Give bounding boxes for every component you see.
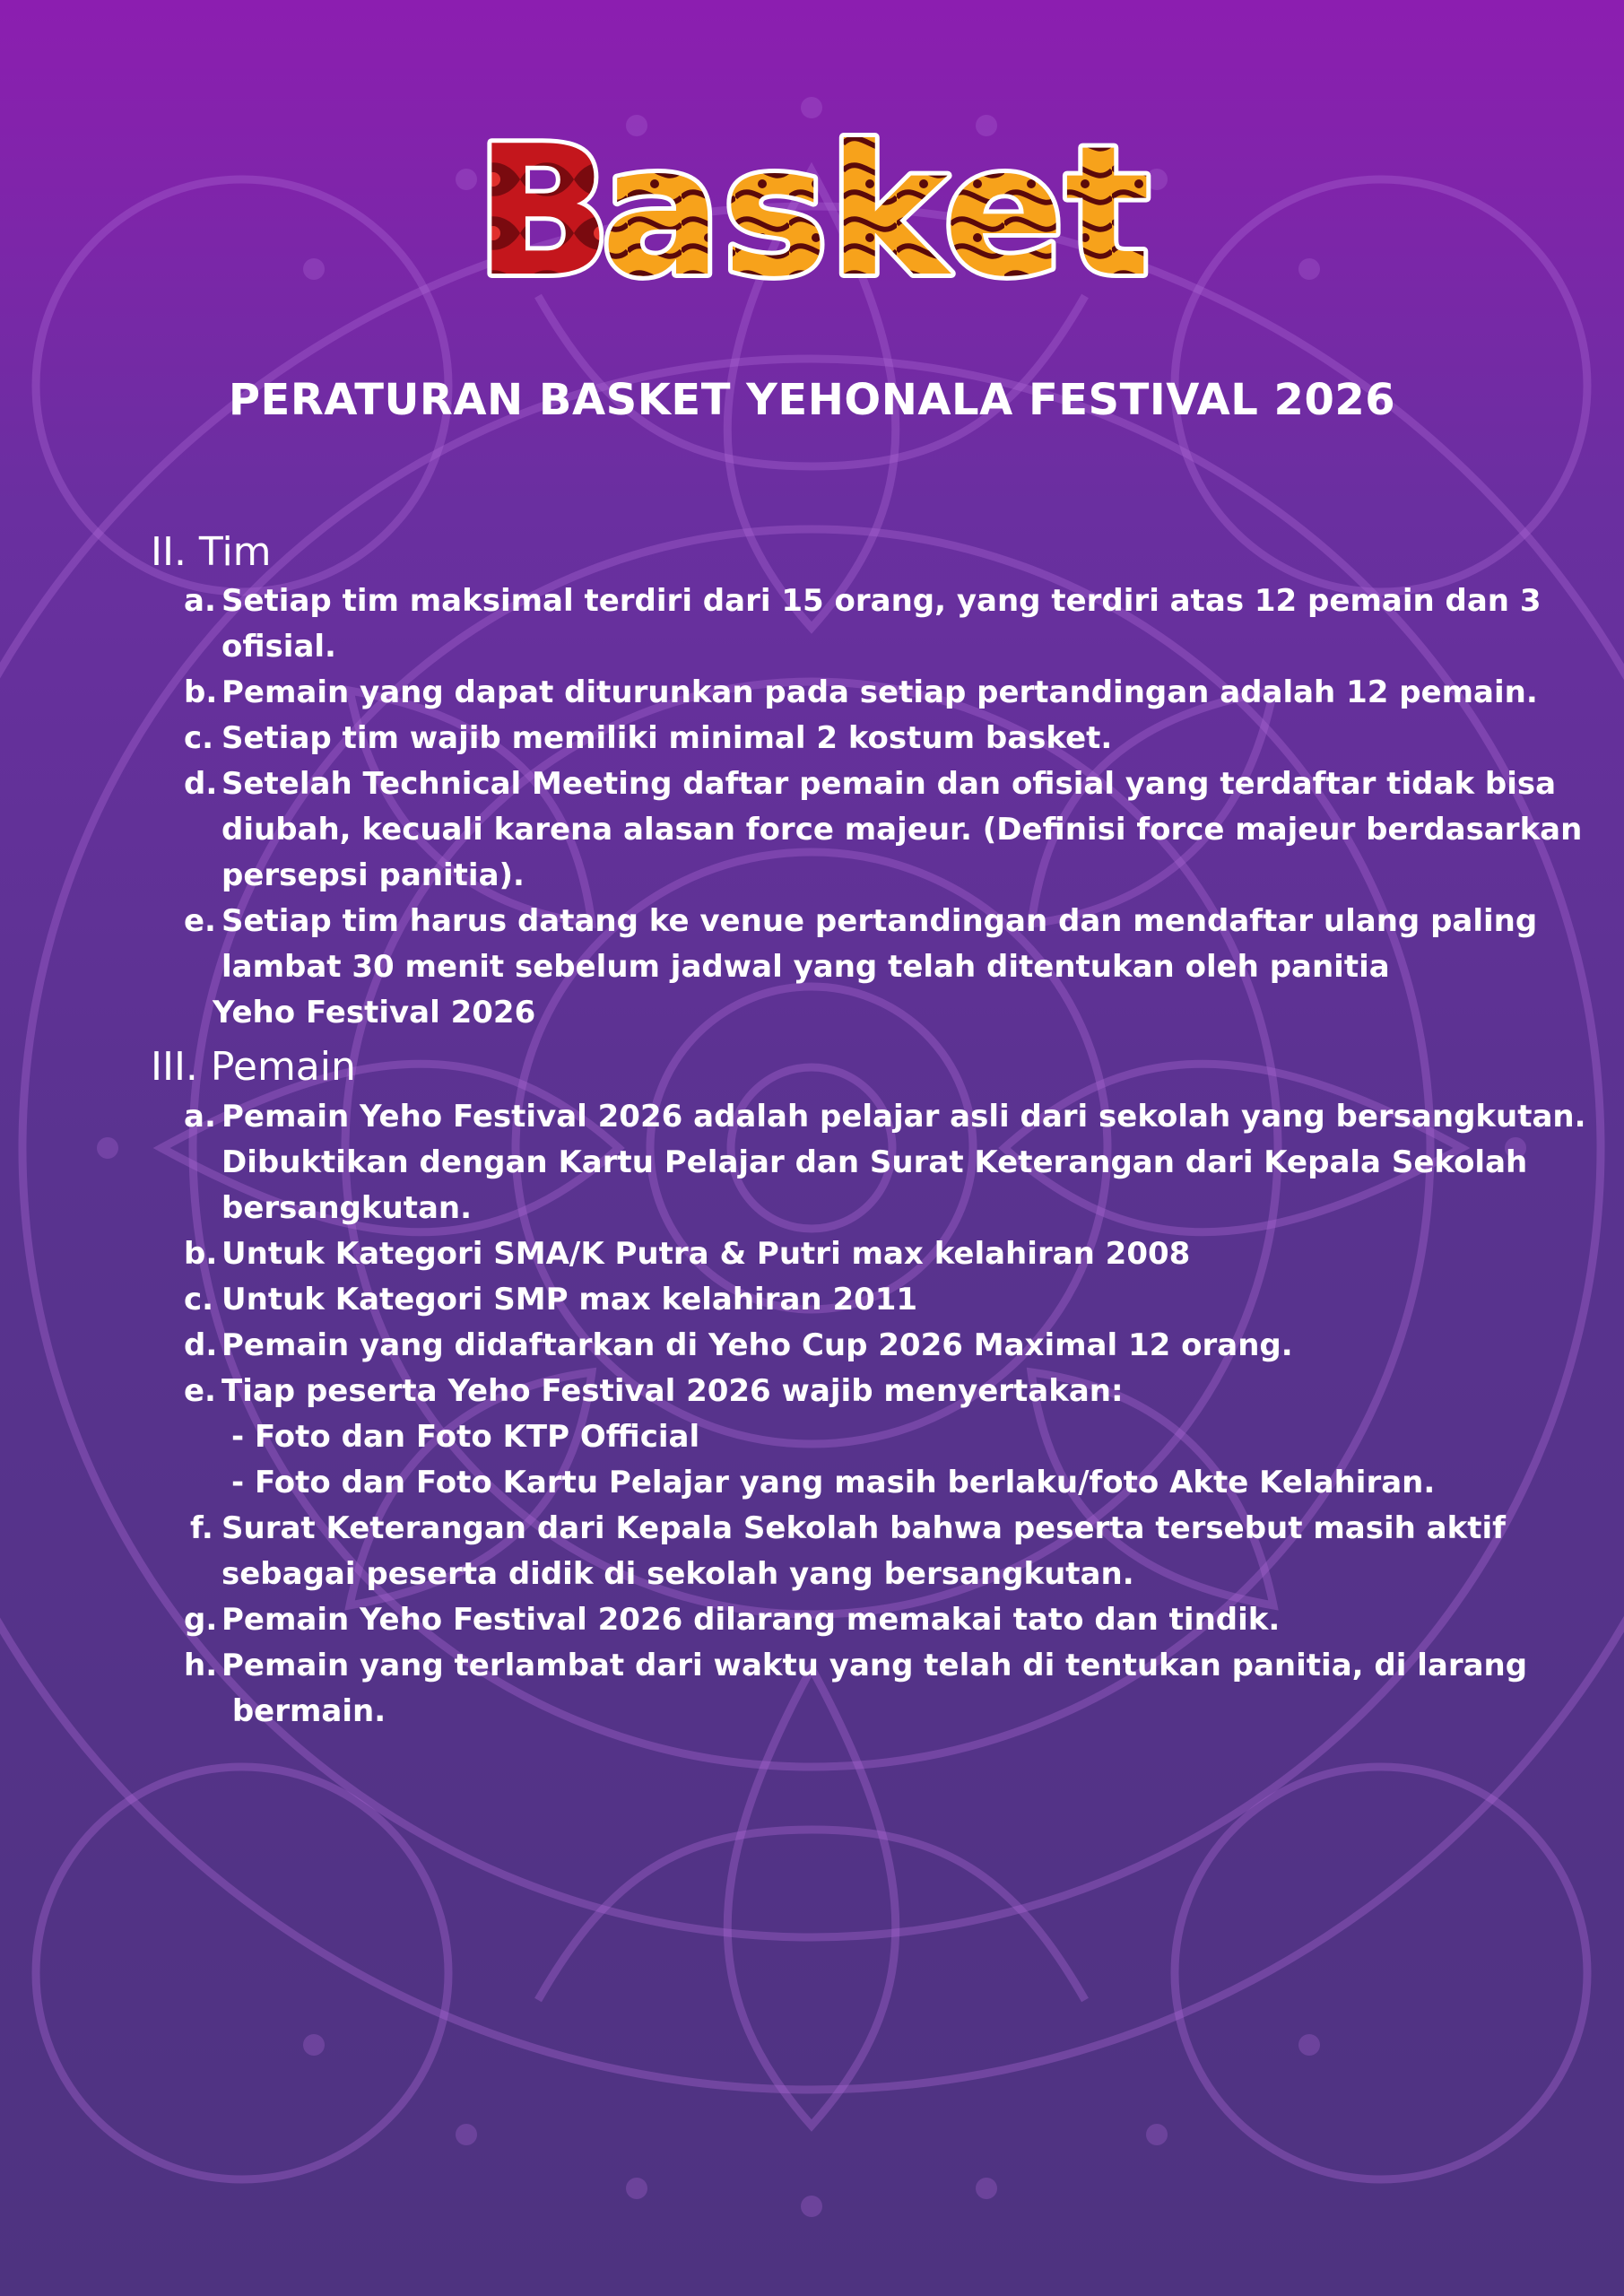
rule-tim-e bbox=[184, 899, 1601, 990]
rule-tim-b bbox=[184, 670, 1601, 716]
rule-letter: b. bbox=[184, 674, 218, 710]
rule-text: Pemain Yeho Festival 2026 adalah pelajar asli dari sekolah yang bersangkutan. Dibuktikan dengan Kartu Pelajar dan Surat Keterangan dari Kepala Sekolah bersangkutan. bbox=[221, 1099, 1586, 1226]
rule-text: Setiap tim maksimal terdiri dari 15 orang, yang terdiri atas 12 pemain dan 3 ofisial. bbox=[221, 583, 1541, 665]
rule-letter: h. bbox=[184, 1648, 218, 1683]
rule-text: Pemain Yeho Festival 2026 dilarang memakai tato dan tindik. bbox=[221, 1602, 1281, 1638]
section-heading-pemain: III. Pemain bbox=[151, 1044, 356, 1090]
rule-letter: g. bbox=[184, 1602, 218, 1638]
rule-letter: f. bbox=[190, 1510, 213, 1546]
rule-tim-a bbox=[184, 578, 1601, 670]
rule-text: Untuk Kategori SMA/K Putra & Putri max kelahiran 2008 bbox=[221, 1236, 1191, 1272]
rule-pemain-g bbox=[184, 1597, 1601, 1643]
rule-letter: e. bbox=[184, 903, 216, 939]
basket-logo bbox=[466, 99, 1166, 305]
rule-text: Setiap tim wajib memiliki minimal 2 kostum basket. bbox=[221, 720, 1113, 756]
rule-text: Pemain yang didaftarkan di Yeho Cup 2026 Maximal 12 orang. bbox=[221, 1327, 1293, 1363]
rule-tim-c bbox=[184, 716, 1601, 761]
svg-text:B: B bbox=[475, 108, 612, 305]
svg-text:asket: asket bbox=[601, 108, 1151, 305]
rule-pemain-a bbox=[184, 1094, 1601, 1231]
rule-letter: c. bbox=[184, 720, 214, 756]
rule-text: Setelah Technical Meeting daftar pemain dan ofisial yang terdaftar tidak bisa diubah, kecuali karena alasan force majeur. (Definisi force majeur berdasarkan persepsi panitia). bbox=[221, 766, 1583, 893]
rule-letter: d. bbox=[184, 1327, 218, 1363]
rule-tim-d bbox=[184, 761, 1601, 899]
rule-pemain-d bbox=[184, 1323, 1601, 1369]
rule-pemain-c bbox=[184, 1277, 1601, 1323]
rule-pemain-e bbox=[184, 1369, 1601, 1414]
rule-letter: b. bbox=[184, 1236, 218, 1272]
rule-text: Pemain yang dapat diturunkan pada setiap pertandingan adalah 12 pemain. bbox=[221, 674, 1538, 710]
rule-pemain-b bbox=[184, 1231, 1601, 1277]
section-heading-tim: II. Tim bbox=[151, 529, 272, 575]
sub-item-ktp: - Foto dan Foto KTP Official bbox=[231, 1419, 700, 1455]
rule-letter: d. bbox=[184, 766, 218, 802]
rule-tim-e-continuation: Yeho Festival 2026 bbox=[213, 995, 536, 1031]
rule-text: Pemain yang terlambat dari waktu yang telah di tentukan panitia, di larang bermain. bbox=[221, 1648, 1528, 1729]
rule-pemain-h bbox=[184, 1643, 1601, 1735]
rule-letter: e. bbox=[184, 1373, 216, 1409]
rule-text: Setiap tim harus datang ke venue pertandingan dan mendaftar ulang paling lambat 30 menit sebelum jadwal yang telah ditentukan oleh panitia bbox=[221, 903, 1538, 985]
rule-letter: a. bbox=[184, 1099, 216, 1135]
rule-text: Untuk Kategori SMP max kelahiran 2011 bbox=[221, 1282, 918, 1318]
rule-text: Tiap peserta Yeho Festival 2026 wajib menyertakan: bbox=[221, 1373, 1124, 1409]
page-title: PERATURAN BASKET YEHONALA FESTIVAL 2026 bbox=[228, 375, 1396, 425]
sub-item-kartu-pelajar: - Foto dan Foto Kartu Pelajar yang masih berlaku/foto Akte Kelahiran. bbox=[231, 1465, 1436, 1500]
rule-letter: c. bbox=[184, 1282, 214, 1318]
rule-text: Surat Keterangan dari Kepala Sekolah bahwa peserta tersebut masih aktif sebagai peserta didik di sekolah yang bersangkutan. bbox=[221, 1510, 1506, 1592]
rule-letter: a. bbox=[184, 583, 216, 619]
rule-pemain-f bbox=[190, 1506, 1607, 1597]
